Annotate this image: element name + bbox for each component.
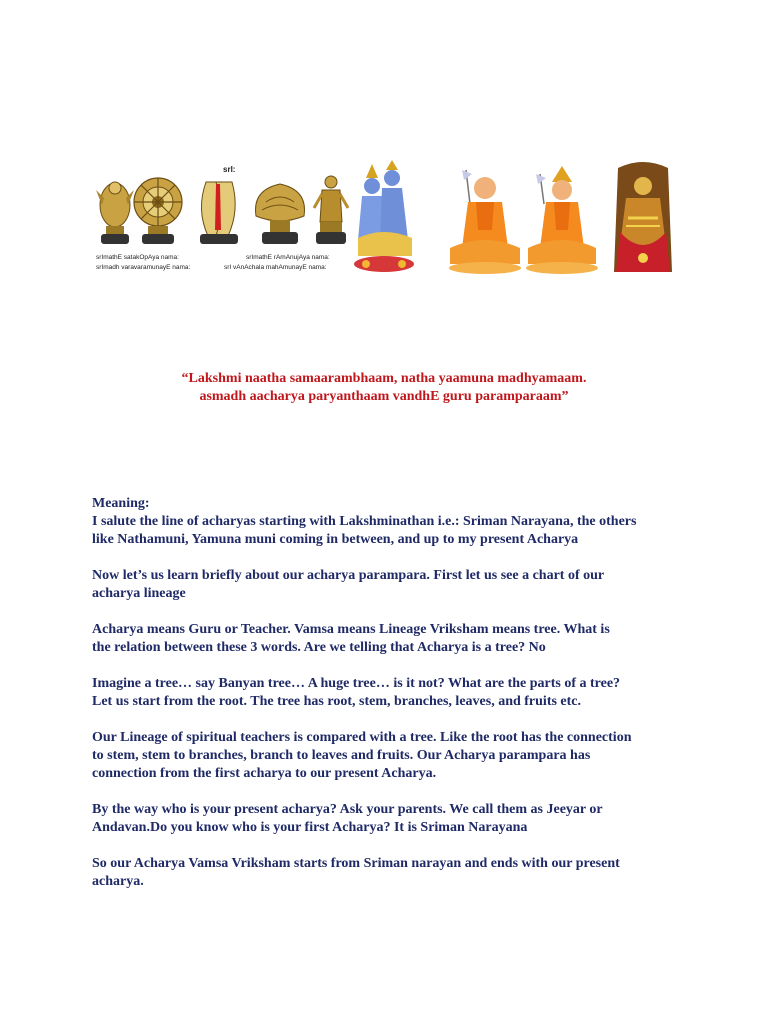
document-body [92,495,682,891]
paragraph-line: I salute the line of acharyas starting with Lakshminathan i.e.: Sriman Narayana, the others [92,514,637,529]
emblem-2-chakra-icon [134,178,182,244]
verse-line-1: “Lakshmi naatha samaarambhaam, natha yaamuna madhyamaam. [181,371,587,386]
paragraph-line: Now let’s us learn briefly about our acharya parampara. First let us see a chart of our [92,568,605,583]
temple-deity-icon [614,162,672,272]
banner-illustration [96,160,678,278]
verse-line-2: asmadh aacharya paryanthaam vandhE guru paramparaam” [199,389,569,404]
paragraph-line: connection from the first acharya to our present Acharya. [92,766,437,781]
emblem-5-figure-icon [314,176,348,244]
paragraph-line: acharya lineage [92,586,186,601]
srii-caption: srI: [223,165,236,174]
acharya-banner [96,160,678,278]
emblem-4-conch-icon [256,184,305,244]
emblem-3-namam-icon [200,182,238,244]
paragraph-line: So our Acharya Vamsa Vriksham starts from Sriman narayan and ends with our present [92,856,620,871]
meaning-paragraph [92,495,682,549]
paragraph-line: Andavan.Do you know who is your first Acharya? It is Sriman Narayana [92,820,528,835]
paragraph-conclusion [92,855,682,891]
paragraph-parampara [92,567,682,603]
meaning-heading: Meaning: [92,496,150,511]
paragraph-definitions [92,621,682,657]
caption-ramanuja: srImathE rAmAnujAya nama: [246,254,330,261]
acharya-figure-2-icon [526,166,598,274]
emblem-1-icon [96,182,134,244]
paragraph-line: to stem, stem to branches, branch to leaves and fruits. Our Acharya parampara has [92,748,591,763]
caption-vanachala: srI vAnAchala mahAmunayE nama: [224,264,327,271]
caption-satakopa: srImathE satakOpAya nama: [96,254,179,261]
paragraph-banyan-tree [92,675,682,711]
paragraph-line: acharya. [92,874,144,889]
paragraph-line: By the way who is your present acharya? Ask your parents. We call them as Jeeyar or [92,802,603,817]
paragraph-lineage-tree [92,729,682,783]
paragraph-line: Let us start from the root. The tree has root, stem, branches, leaves, and fruits etc. [92,694,582,709]
paragraph-line: Acharya means Guru or Teacher. Vamsa means Lineage Vriksham means tree. What is [92,622,610,637]
paragraph-present-acharya [92,801,682,837]
deity-figure-icon [354,160,414,272]
sanskrit-verse [0,370,768,406]
paragraph-line: Our Lineage of spiritual teachers is compared with a tree. Like the root has the connection [92,730,632,745]
paragraph-line: like Nathamuni, Yamuna muni coming in between, and up to my present Acharya [92,532,579,547]
caption-varavaramuni: srImadh varavaramunayE nama: [96,264,191,271]
acharya-figure-1-icon [449,170,521,274]
paragraph-line: the relation between these 3 words. Are we telling that Acharya is a tree? No [92,640,546,655]
paragraph-line: Imagine a tree… say Banyan tree… A huge tree… is it not? What are the parts of a tree? [92,676,621,691]
